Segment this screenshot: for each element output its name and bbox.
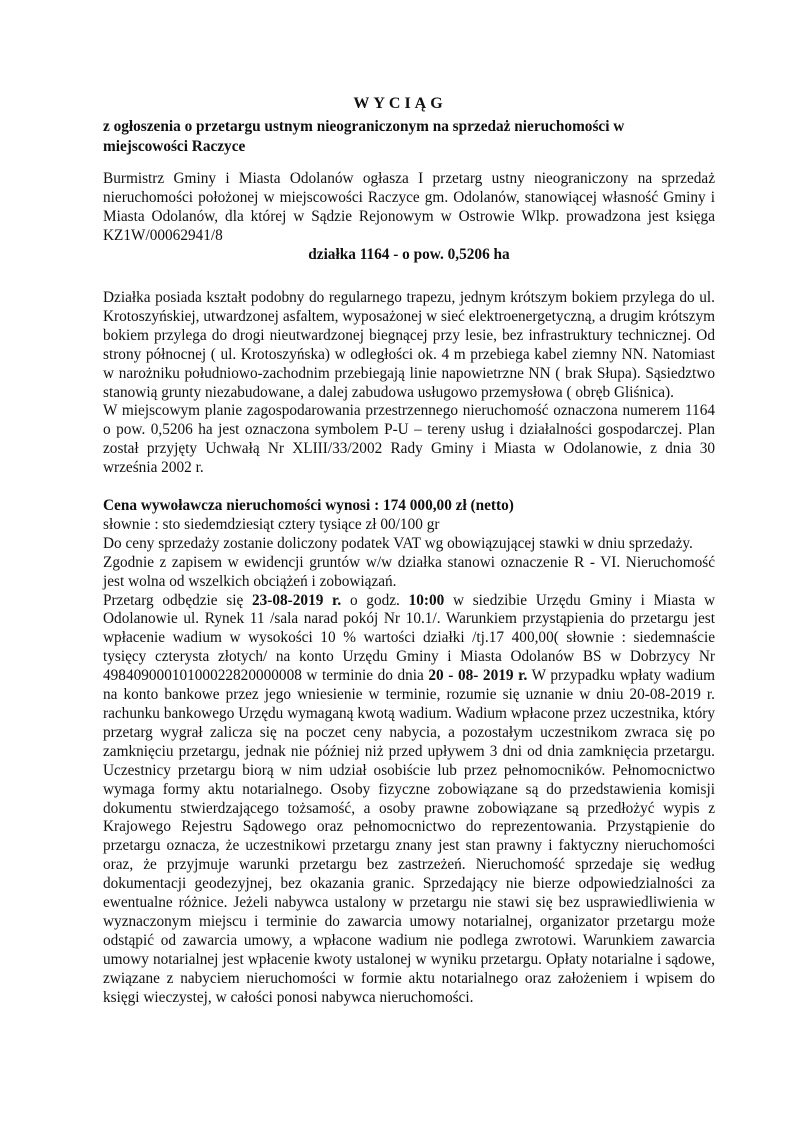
auction-text-2: o godz. [349, 591, 400, 609]
price-value: : 174 000,00 zł (netto) [374, 497, 514, 514]
auction-text-1: Przetarg odbędzie się [103, 591, 244, 609]
auction-text-3: w siedzibie Urzędu Gminy i Miasta w Odolanowie ul. Rynek 11 /sala narad pokój Nr 10.1/. Warunkiem przystąpienia do przetargu jest wpłacenie wadium w wysokości 10 % wartości działki /tj.17 400,00( słownie : siedemnaście tysięcy czterysta złotych/ na konto Urzędu Gminy i Miasta Odolanów BS w Dobrzycy Nr 49840900010100022820000008 w terminie do dnia [103, 591, 715, 685]
price-section [103, 497, 715, 1007]
description-paragraph-2: W miejscowym planie zagospodarowania przestrzennego nieruchomość oznaczona numerem 1164 o pow. 0,5206 ha jest oznaczona symbolem P-U – tereny usług i działalności gospodarczej. Plan został przyjęty Uchwałą Nr XLIII/33/2002 Rady Gminy i Miasta w Odolanowie, z dnia 30 września 2002 r. [103, 402, 715, 477]
price-in-words: słownie : sto siedemdziesiąt cztery tysiące zł 00/100 gr [103, 515, 440, 533]
document-title: WYCIĄG [353, 95, 447, 112]
auction-text-4: W przypadku wpłaty wadium na konto bankowe przez jego wniesienie w terminie, rozumie się uznanie w dniu 20-08-2019 r. rachunku bankowego Urzędu wymaganą kwotą wadium. Wadium wpłacone przez uczestnika, który przetarg wygrał zalicza się na poczet ceny nabycia, a pozostałym uczestnikom zwraca się po zamknięciu przetargu, jednak nie później niż przed upływem 3 dni od dnia zamknięcia przetargu. Uczestnicy przetargu biorą w nim udział osobiście lub przez pełnomocników. Pełnomocnictwo wymaga formy aktu notarialnego. Osoby fizyczne zobowiązane są do przedstawienia komisji dokumentu stwierdzającego tożsamość, a osoby prawne zobowiązane są przedłożyć wypis z Krajowego Rejestru Sądowego oraz pełnomocnictwo do reprezentowania. Przystąpienie do przetargu oznacza, że uczestnikowi przetargu znany jest stan prawny i faktyczny nieruchomości oraz, że przyjmuje warunki przetargu bez zastrzeżeń. Nieruchomość sprzedaje się według dokumentacji geodezyjnej, bez okazania granic. Sprzedający nie bierze odpowiedzialności za ewentualne różnice. Jeżeli nabywca ustalony w przetargu nie stawi się bez usprawiedliwienia w wyznaczonym miejscu i terminie do zawarcia umowy notarialnej, organizator przetargu może odstąpić od zawarcia umowy, a wpłacone wadium nie podlega zwrotowi. Warunkiem zawarcia umowy notarialnej jest wpłacenie kwoty ustalonej w wyniku przetargu. Opłaty notarialne i sądowe, związane z nabyciem nieruchomości w formie aktu notarialnego oraz założeniem i wpisem do księgi wieczystej, w całości ponosi nabywca nieruchomości. [103, 667, 715, 1006]
auction-paragraph [103, 592, 715, 1008]
intro-text: Burmistrz Gminy i Miasta Odolanów ogłasza I przetarg ustny nieograniczony na sprzedaż nieruchomości położonej w miejscowości Raczyce gm. Odolanów, stanowiącej własność Gminy i Miasta Odolanów, dla której w Sądzie Rejonowym w Ostrowie Wlkp. prowadzona jest księga KZ1W/00062941/8 [103, 170, 715, 244]
intro-paragraph [103, 170, 715, 246]
description-section [103, 289, 715, 478]
price-label: Cena wywoławcza nieruchomości wynosi [103, 497, 371, 514]
document-subtitle: z ogłoszenia o przetargu ustnym nieograniczonym na sprzedaż nieruchomości w miejscowości Raczyce [103, 118, 625, 155]
description-paragraph-1: Działka posiada kształt podobny do regularnego trapezu, jednym krótszym bokiem przylega do ul. Krotoszyńskiej, utwardzonej asfaltem, wyposażonej w sieć elektroenergetyczną, a drugim krótszym bokiem przylega do drogi nieutwardzonej biegnącej przy lesie, bez infrastruktury technicznej. Od strony północnej ( ul. Krotoszyńska) w odległości ok. 4 m przebiega kabel ziemny NN. Natomiast w narożniku południowo-zachodnim przebiegają linie napowietrzne NN ( brak Słupa). Sąsiedztwo stanowią grunty niezabudowane, a dalej zabudowa usługowo przemysłowa ( obręb Gliśnica). [103, 289, 715, 401]
vat-note: Do ceny sprzedaży zostanie doliczony podatek VAT wg obowiązującej stawki w dniu sprzedaży. [103, 534, 693, 552]
deposit-deadline: 20 - 08- 2019 r. [428, 667, 528, 685]
price-line [103, 497, 715, 516]
auction-date: 23-08-2019 r. [251, 591, 342, 609]
auction-time: 10:00 [408, 591, 445, 609]
land-records-note: Zgodnie z zapisem w ewidencji gruntów w/w działka stanowi oznaczenie R - VI. Nieruchomość jest wolna od wszelkich obciążeń i zobowiązań. [103, 553, 715, 590]
parcel-heading: działka 1164 - o pow. 0,5206 ha [308, 246, 510, 263]
